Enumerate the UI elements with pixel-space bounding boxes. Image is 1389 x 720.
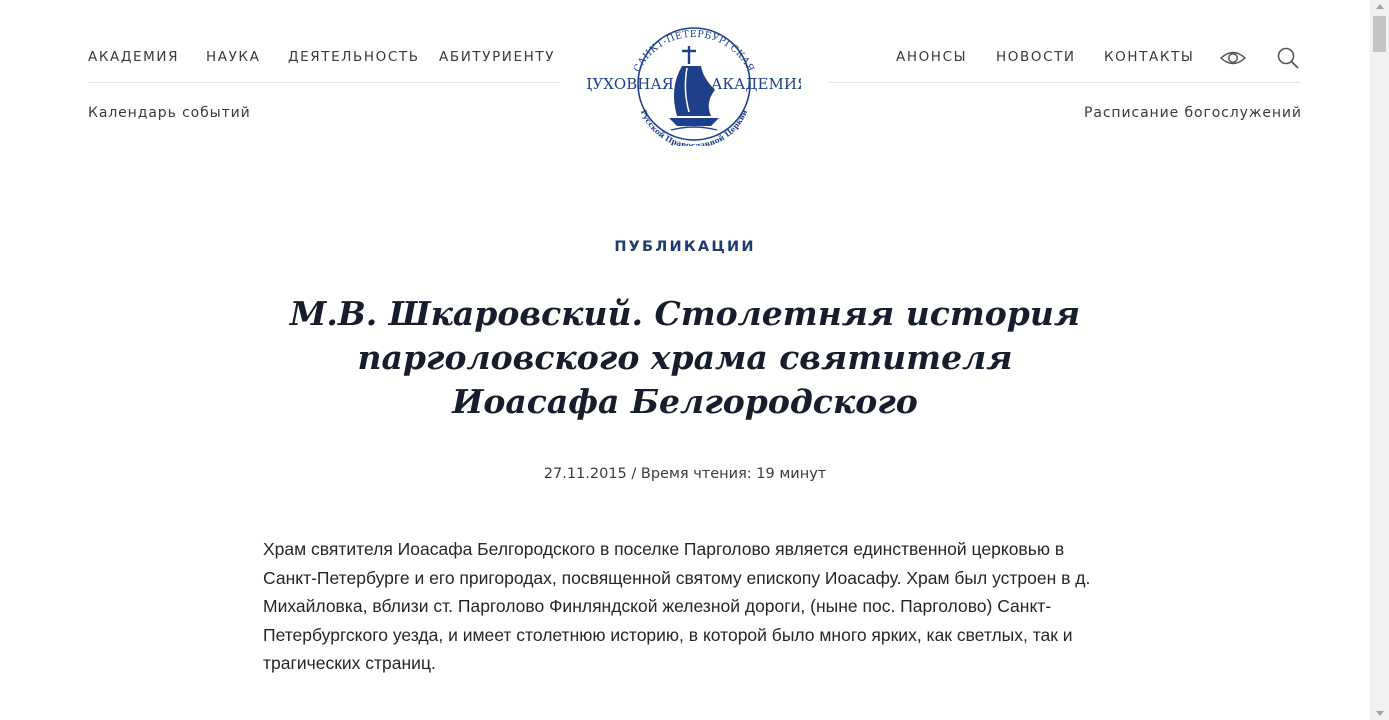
svg-text:ДУХОВНАЯ: ДУХОВНАЯ: [587, 75, 674, 93]
scroll-up-arrow-icon[interactable]: [1376, 4, 1384, 9]
nav-item-contacts[interactable]: КОНТАКТЫ: [1104, 49, 1195, 65]
academy-logo[interactable]: [587, 20, 801, 146]
article-title: М.В. Шкаровский. Столетняя история парголовского храма святителя Иоасафа Белгородского: [289, 294, 1081, 421]
header-divider-left: [88, 82, 560, 83]
service-schedule-link[interactable]: Расписание богослужений: [1084, 105, 1302, 121]
nav-item-applicants[interactable]: АБИТУРИЕНТУ: [439, 49, 556, 65]
page-scrollbar[interactable]: [1370, 0, 1389, 720]
nav-item-announcements[interactable]: АНОНСЫ: [896, 49, 968, 65]
nav-item-activity[interactable]: ДЕЯТЕЛЬНОСТЬ: [288, 49, 420, 65]
svg-text:АКАДЕМИЯ: АКАДЕМИЯ: [710, 75, 801, 93]
svg-text:Русской Православной Церкви: Русской Православной Церкви: [638, 108, 750, 146]
search-icon[interactable]: [1274, 44, 1302, 72]
nav-item-academy[interactable]: АКАДЕМИЯ: [88, 49, 180, 65]
nav-item-news[interactable]: НОВОСТИ: [996, 49, 1076, 65]
article-meta: 27.11.2015 / Время чтения: 19 минут: [543, 466, 827, 482]
nav-item-science[interactable]: НАУКА: [206, 49, 261, 65]
scroll-thumb[interactable]: [1373, 16, 1386, 52]
header-divider-right: [829, 82, 1301, 83]
article-category[interactable]: ПУБЛИКАЦИИ: [614, 239, 756, 255]
article-body: Храм святителя Иоасафа Белгородского в поселке Парголово является единственной церковью в Санкт-Петербурге и его пригородах, посвященной святому епископу Иоасафу. Храм был устроен в д. Михайловка, вблизи ст. Парголово Финляндской железной дороги, (ныне пос. Парголово) Санкт-Петербургского уезда, и имеет столетнюю историю, в которой было много ярких, как светлых, так и трагических страниц.: [263, 539, 1091, 674]
scroll-down-arrow-icon[interactable]: [1376, 711, 1384, 716]
eye-icon[interactable]: [1219, 44, 1247, 72]
events-calendar-link[interactable]: Календарь событий: [88, 105, 251, 121]
svg-text:САНКТ-ПЕТЕРБУРГСКАЯ: САНКТ-ПЕТЕРБУРГСКАЯ: [631, 28, 757, 74]
